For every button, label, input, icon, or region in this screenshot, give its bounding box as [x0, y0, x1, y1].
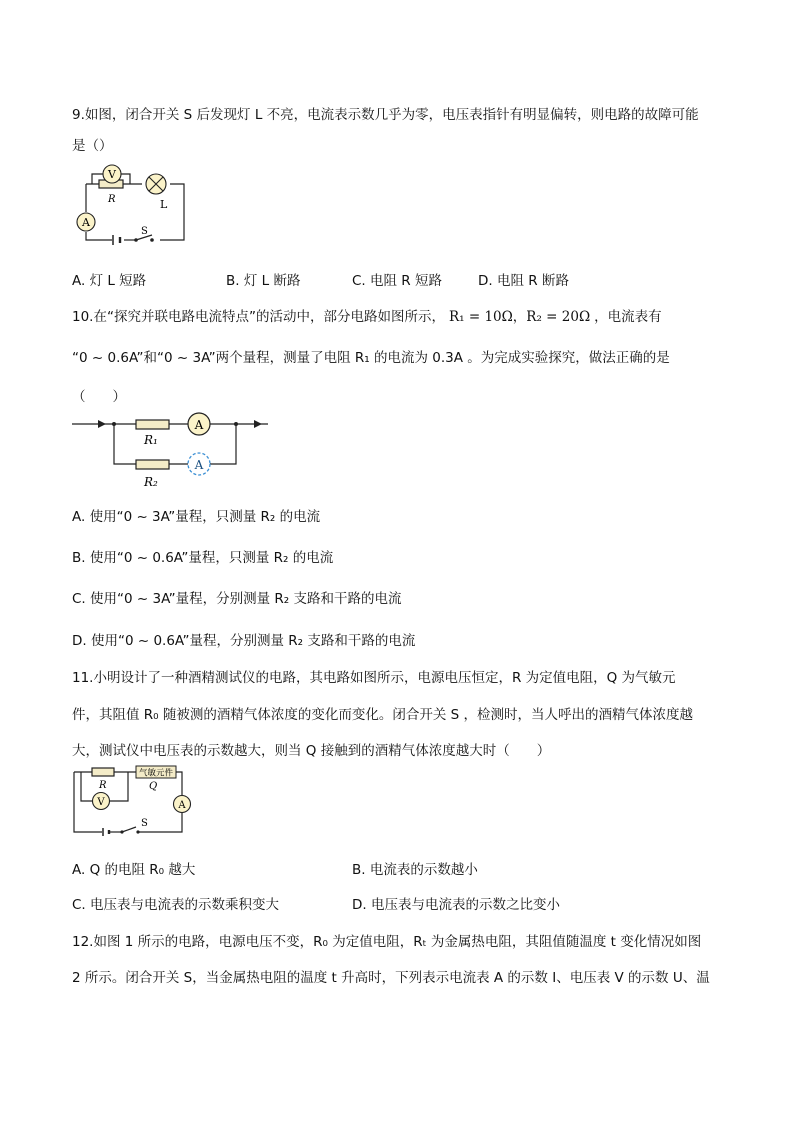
q11-ammeter-label: A	[178, 800, 186, 811]
q11-circuit-diagram	[72, 764, 196, 836]
q9-option-d: D. 电阻 R 断路	[478, 273, 569, 289]
q11-stem-line2: 件，其阻值 R₀ 随被测的酒精气体浓度的变化而变化。闭合开关 S ，检测时，当人呼出的酒精气体浓度越	[72, 707, 694, 723]
q9-resistor-label: R	[108, 194, 116, 205]
q10-ammeter-2-label: A	[194, 458, 204, 472]
q9-stem-line1: 9.如图，闭合开关 S 后发现灯 L 不亮，电流表示数几乎为零，电压表指针有明显偏转，则电路的故障可能	[72, 107, 699, 123]
q10-r2-label: R₂	[144, 475, 158, 489]
q11-voltmeter-label: V	[97, 797, 105, 808]
q11-option-a: A. Q 的电阻 R₀ 越大	[72, 862, 196, 878]
q10-r1-label: R₁	[144, 433, 158, 447]
q10-stem-line2: “0 ~ 0.6A”和“0 ~ 3A”两个量程，测量了电阻 R₁ 的电流为 0.3A 。为完成实验探究，做法正确的是	[72, 350, 670, 366]
q9-circuit-diagram	[72, 160, 202, 248]
q11-option-b: B. 电流表的示数越小	[352, 862, 478, 878]
q9-stem-line2: 是（）	[72, 138, 113, 154]
q9-option-c: C. 电阻 R 短路	[352, 273, 442, 289]
q11-stem-line1: 11.小明设计了一种酒精测试仪的电路，其电路如图所示，电源电压恒定，R 为定值电阻，Q 为气敏元	[72, 670, 676, 686]
q9-option-b: B. 灯 L 断路	[226, 273, 301, 289]
q10-stem-line3: （ ）	[72, 389, 126, 405]
q11-switch-label: S	[141, 818, 148, 829]
q9-switch-label: S	[141, 226, 148, 237]
q10-option-a: A. 使用“0 ~ 3A”量程，只测量 R₂ 的电流	[72, 509, 321, 525]
q11-resistor-label: R	[99, 780, 107, 791]
q11-sensor-label: 气敏元件	[138, 768, 174, 779]
q10-ammeter-1-label: A	[194, 418, 204, 432]
q11-option-c: C. 电压表与电流表的示数乘积变大	[72, 897, 280, 913]
q9-ammeter-label: A	[82, 216, 90, 229]
q10-stem-text-end: ，电流表有	[594, 309, 662, 325]
q9-option-a: A. 灯 L 短路	[72, 273, 147, 289]
q9-voltmeter-label: V	[108, 168, 116, 181]
q11-stem-line3: 大，测试仪中电压表的示数越大，则当 Q 接触到的酒精气体浓度越大时（ ）	[72, 743, 551, 759]
q10-stem-line1	[72, 305, 662, 325]
q10-circuit-diagram	[72, 410, 272, 490]
q11-option-d: D. 电压表与电流表的示数之比变小	[352, 897, 560, 913]
q10-option-d: D. 使用“0 ~ 0.6A”量程，分别测量 R₂ 支路和干路的电流	[72, 633, 416, 649]
q12-stem-line2: 2 所示。闭合开关 S，当金属热电阻的温度 t 升高时，下列表示电流表 A 的示数 I、电压表 V 的示数 U、温	[72, 970, 710, 986]
q11-q-label: Q	[149, 781, 158, 792]
q12-stem-line1: 12.如图 1 所示的电路，电源电压不变，R₀ 为定值电阻，Rₜ 为金属热电阻，其阻值随温度 t 变化情况如图	[72, 934, 702, 950]
q10-resistance-values: R₁ = 10Ω，R₂ = 20Ω	[448, 309, 591, 325]
q10-option-c: C. 使用“0 ~ 3A”量程，分别测量 R₂ 支路和干路的电流	[72, 591, 402, 607]
q9-lamp-label: L	[160, 198, 168, 211]
q10-option-b: B. 使用“0 ~ 0.6A”量程，只测量 R₂ 的电流	[72, 550, 334, 566]
q10-stem-text: 10.在“探究并联电路电流特点”的活动中，部分电路如图所示，	[72, 309, 445, 325]
